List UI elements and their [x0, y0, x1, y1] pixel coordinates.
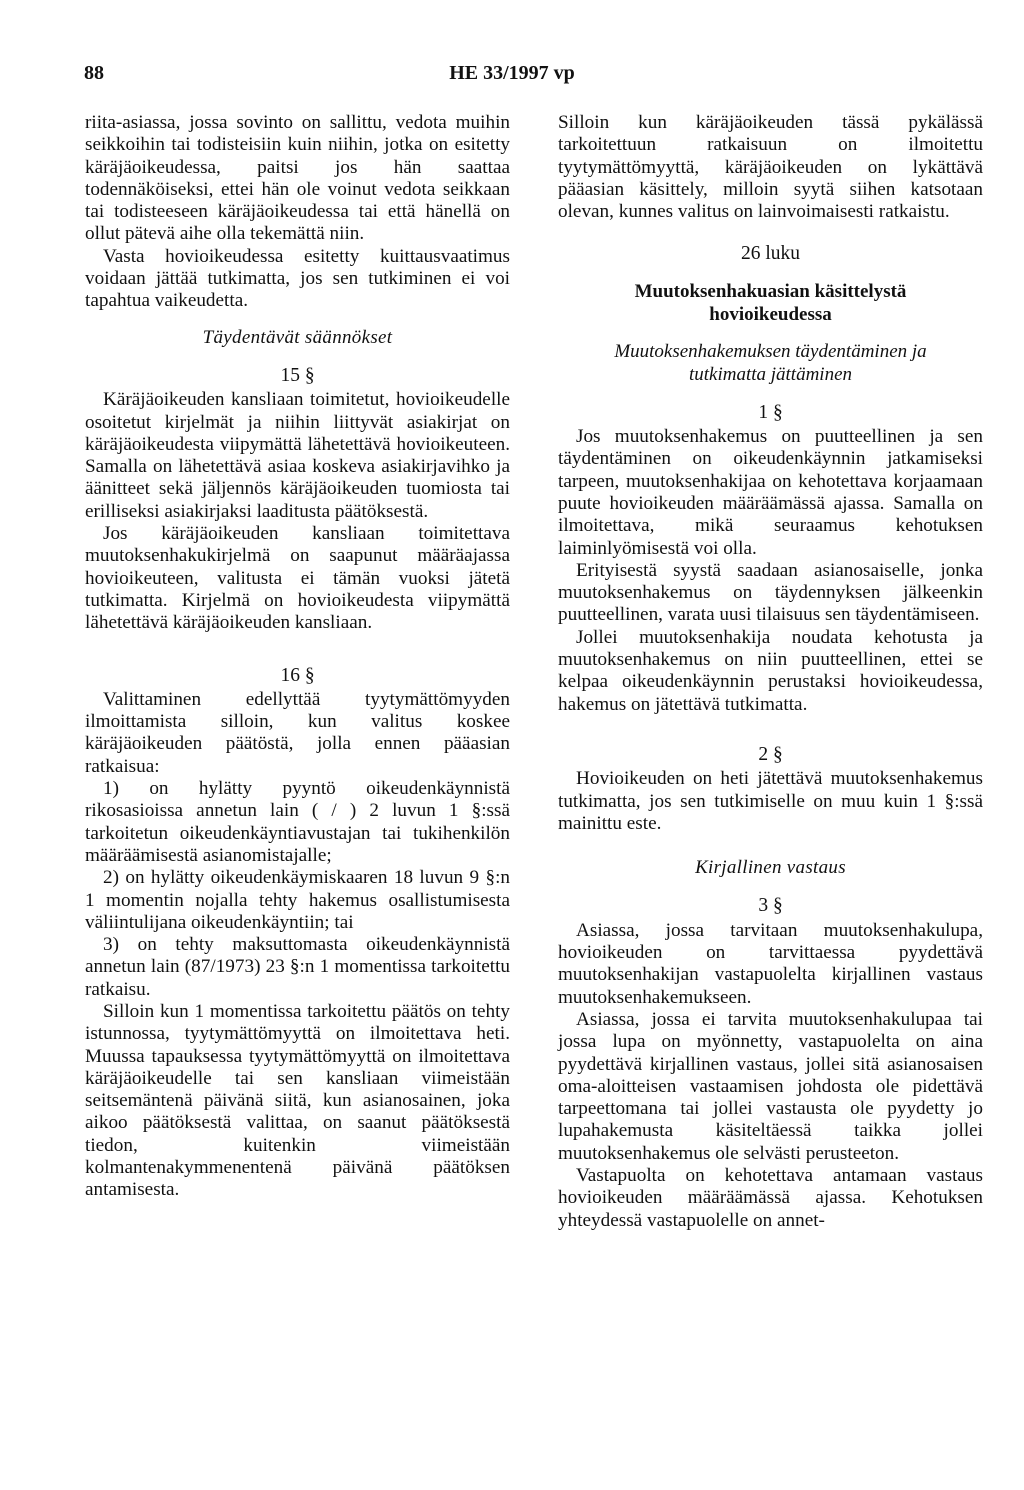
page-number: 88	[84, 62, 104, 84]
paragraph: Hovioikeuden on heti jätettävä muutoksenhakemus tutkimatta, jos sen tutkimiselle on muu kuin 1 §:ssä mainittu este.	[558, 768, 983, 834]
chapter-title	[558, 280, 983, 326]
paragraph: Valittaminen edellyttää tyytymättömyyden ilmoittamista silloin, kun valitus koskee käräjäoikeuden päätöstä, jolla ennen pääasian ratkaisua:	[85, 688, 510, 777]
paragraph: Käräjäoikeuden kansliaan toimitetut, hovioikeudelle osoitetut kirjelmät ja niihin liittyvät asiakirjat on käräjäoikeudesta viipymättä lähetettävä hovioikeuteen. Samalla on lähetettävä asiaa koskeva asiakirjavihko ja äänitteet sekä jäljennös käräjäoikeuden tuomiosta tai erilliseksi asiakirjaksi laaditusta päätöksestä.	[85, 389, 510, 522]
section-heading	[558, 340, 983, 386]
paragraph: Asiassa, jossa tarvitaan muutoksenhakulupa, hovioikeuden on tarvittaessa pyydettävä muutoksenhakijan vastapuolelta kirjallinen vastaus muutoksenhakemukseen.	[558, 919, 983, 1008]
list-item: 2) on hylätty oikeudenkäymiskaaren 18 luvun 9 §:n 1 momentin nojalla tehty hakemus osallistumisesta väliintulijana oikeudenkäyntiin; tai	[85, 867, 510, 933]
section-heading-line: Muutoksenhakemuksen täydentäminen ja	[614, 340, 927, 362]
section-heading-line: tutkimatta jättäminen	[688, 363, 853, 385]
section-number: 15 §	[280, 364, 315, 386]
list-item: 1) on hylätty pyyntö oikeudenkäynnistä rikosasioissa annetun lain ( / ) 2 luvun 1 §:ssä tarkoitetun oikeudenkäyntiavustajan tai tukihenkilön määräämisestä asianomistajalle;	[85, 778, 510, 866]
chapter-title-line: hovioikeudessa	[709, 303, 832, 325]
page-header	[84, 62, 940, 94]
paragraph: Jos käräjäoikeuden kansliaan toimitettava muutoksenhakukirjelmä on saapunut määräajassa hovioikeuteen, valitusta ei tämän vuoksi jätetä tutkimatta. Kirjelmä on hovioikeudesta viipymättä lähetettävä käräjäoikeuden kansliaan.	[85, 523, 510, 634]
paragraph: Vastapuolta on kehotettava antamaan vastaus hovioikeuden määräämässä ajassa. Kehotuksen yhteydessä vastapuolelle on annet-	[558, 1164, 983, 1231]
chapter-title-line: Muutoksenhakuasian käsittelystä	[634, 280, 907, 302]
section-heading: Täydentävät säännökset	[202, 326, 393, 348]
section-heading: Kirjallinen vastaus	[695, 857, 846, 879]
left-column	[85, 112, 510, 1202]
paragraph: Jollei muutoksenhakija noudata kehotusta ja muutoksenhakemus on niin puutteellinen, ettei se kelpaa oikeudenkäynnin perustaksi hovioikeudessa, hakemus on jätettävä tutkimatta.	[558, 626, 983, 715]
paragraph: Erityisestä syystä saadaan asianosaiselle, jonka muutoksenhakemus on täydennyksen jälkeenkin puutteellinen, varata uusi tilaisuus sen täydentämiseen.	[558, 559, 983, 626]
section-number: 2 §	[758, 743, 783, 765]
paragraph: Vasta hovioikeudessa esitetty kuittausvaatimus voidaan jättää tutkimatta, jos sen tutkiminen ei voi tapahtua vaikeudetta.	[85, 245, 510, 312]
paragraph: Silloin kun 1 momentissa tarkoitettu päätös on tehty istunnossa, tyytymättömyyttä on ilmoitettava heti. Muussa tapauksessa tyytymättömyyttä on ilmoitettava käräjäoikeudelle tai sen kansliaan viimeistään seitsemäntenä päivänä siitä, kun asianosainen, joka aikoo päätöksestä valittaa, on saanut päätöksestä tiedon, kuitenkin viimeistään kolmantenakymmenentenä päivänä päätöksen antamisesta.	[85, 1000, 510, 1201]
section-number: 16 §	[280, 664, 315, 686]
paragraph: Asiassa, jossa ei tarvita muutoksenhakulupaa tai jossa lupa on myönnetty, vastapuolelta on aina pyydettävä kirjallinen vastaus, jollei sitä asianosaisen oma-aloitteisen vastaamisen johdosta ole pidettävä tarpeettomana tai jollei vastausta ole pyydetty jo lupahakemusta käsiteltäessä taikka jollei muutoksenhakemus ole selvästi perusteeton.	[558, 1008, 983, 1164]
paragraph: Jos muutoksenhakemus on puutteellinen ja sen täydentäminen on oikeudenkäynnin jatkamiseksi tarpeen, muutoksenhakijaa on kehotettava korjaamaan puute hovioikeuden määräämässä ajassa. Samalla on ilmoitettava, mikä seuraamus kehotuksen laiminlyömisestä voi olla.	[558, 426, 983, 559]
section-number: 1 §	[758, 401, 783, 423]
section-number: 3 §	[758, 895, 783, 917]
paragraph: Silloin kun käräjäoikeuden tässä pykälässä tarkoitettuun ratkaisuun on ilmoitettu tyytymättömyyttä, käräjäoikeuden on lykättävä pääasian käsittely, milloin syytä siihen katsotaan olevan, kunnes valitus on lainvoimaisesti ratkaistu.	[558, 112, 983, 223]
paragraph: riita-asiassa, jossa sovinto on sallittu, vedota muihin seikkoihin tai todisteisiin kuin niihin, jotka on esitetty käräjäoikeudessa, paitsi jos hän saattaa todennäköiseksi, ettei hän ole voinut vedota seikkaan tai todisteeseen käräjäoikeudessa tai että hänellä on ollut pätevä aihe olla tekemättä niin.	[85, 112, 510, 245]
right-column	[558, 112, 983, 1232]
running-head: HE 33/1997 vp	[449, 62, 575, 84]
chapter-number: 26 luku	[740, 243, 801, 265]
list-item: 3) on tehty maksuttomasta oikeudenkäynnistä annetun lain (87/1973) 23 §:n 1 momentissa tarkoitettu ratkaisu.	[85, 934, 510, 1000]
